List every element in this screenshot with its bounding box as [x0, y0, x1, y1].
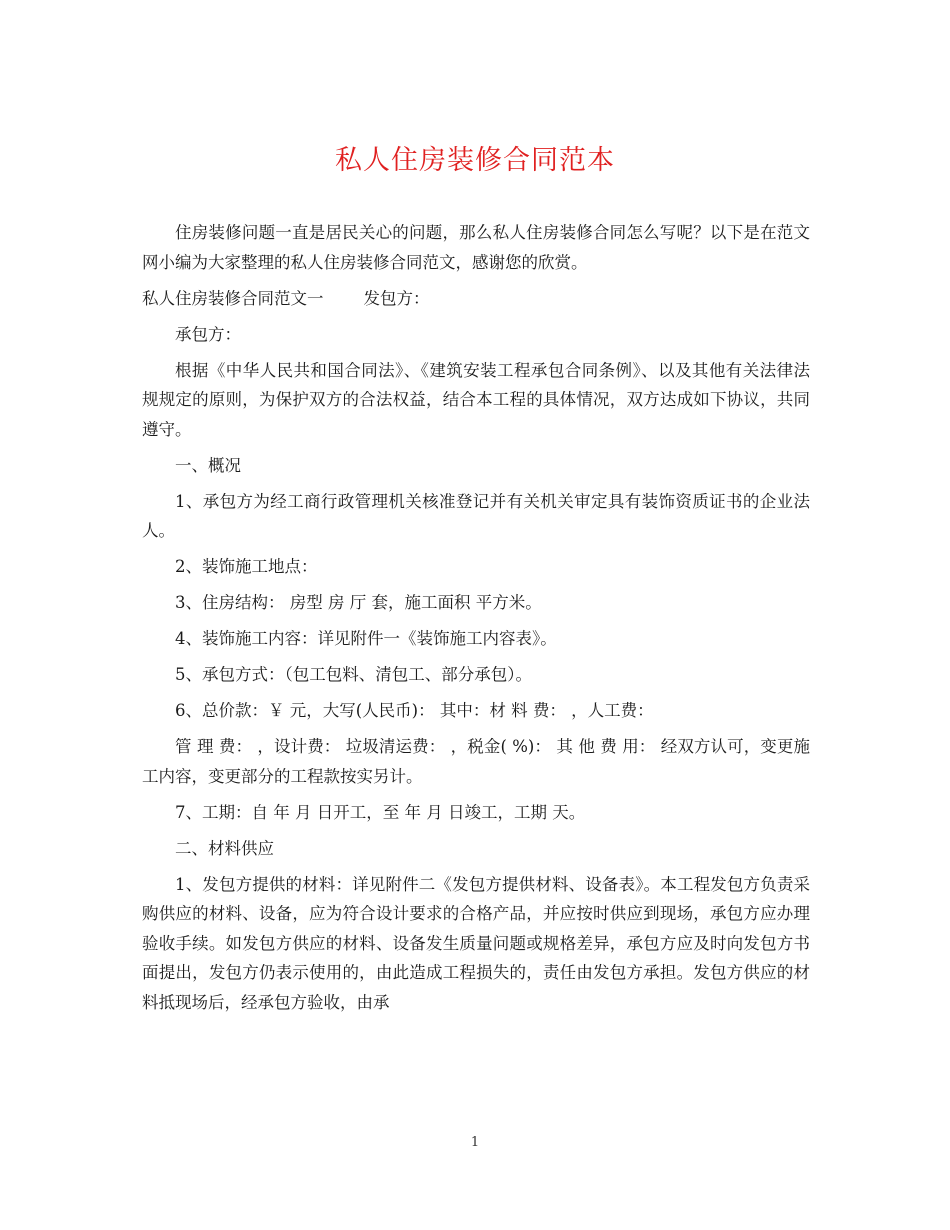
clause-1-2: 2、装饰施工地点： [175, 557, 318, 576]
section-materials-heading: 二、材料供应 [175, 838, 274, 858]
employer-party-label: 发包方： [363, 288, 430, 308]
section-heading-line [142, 284, 810, 314]
preamble-paragraph: 根据《中华人民共和国合同法》、《建筑安装工程承包合同条例》、以及其他有关法律法规规定的原则，为保护双方的合法权益，结合本工程的具体情况，双方达成如下协议，共同遵守。 [142, 360, 810, 439]
document-title: 私人住房装修合同范本 [335, 145, 615, 176]
clause-1-1: 1、承包方为经工商行政管理机关核准登记并有关机关审定具有装饰资质证书的企业法人。 [142, 491, 810, 540]
clause-1-4: 4、装饰施工内容：详见附件一《装饰施工内容表》。 [175, 629, 557, 648]
clause-1-7: 7、工期：自 年 月 日开工，至 年 月 日竣工，工期 天。 [175, 802, 586, 822]
clause-1-6-continued: 管 理 费： ，设计费： 垃圾清运费： ，税金( %)： 其 他 费 用： 经双方认可，变更施工内容，变更部分的工程款按实另计。 [142, 737, 810, 786]
contractor-party-label: 承包方： [175, 324, 241, 344]
document-body [142, 218, 810, 1024]
section-overview-heading: 一、概况 [175, 455, 241, 475]
page-number: 1 [470, 1135, 480, 1150]
clause-1-3: 3、住房结构： 房型 房 厅 套，施工面积 平方米。 [175, 593, 542, 612]
section-heading: 私人住房装修合同范文一 [142, 288, 324, 308]
clause-1-5: 5、承包方式：（包工包料、清包工、部分承包）。 [175, 665, 532, 684]
clause-2-1: 1、发包方提供的材料：详见附件二《发包方提供材料、设备表》。本工程发包方负责采购供应的材料、设备，应为符合设计要求的合格产品，并应按时供应到现场，承包方应办理验收手续。如发包方供应的材料、设备发生质量问题或规格差异，承包方应及时向发包方书面提出，发包方仍表示使用的，由此造成工程损失的，责任由发包方承担。发包方供应的材料抵现场后，经承包方验收，由承 [142, 874, 810, 1012]
clause-1-6: 6、总价款：￥ 元，大写(人民币)： 其中：材 料 费： ，人工费： [175, 701, 654, 720]
intro-paragraph: 住房装修问题一直是居民关心的问题，那么私人住房装修合同怎么写呢？以下是在范文网小编为大家整理的私人住房装修合同范文，感谢您的欣赏。 [142, 223, 810, 272]
